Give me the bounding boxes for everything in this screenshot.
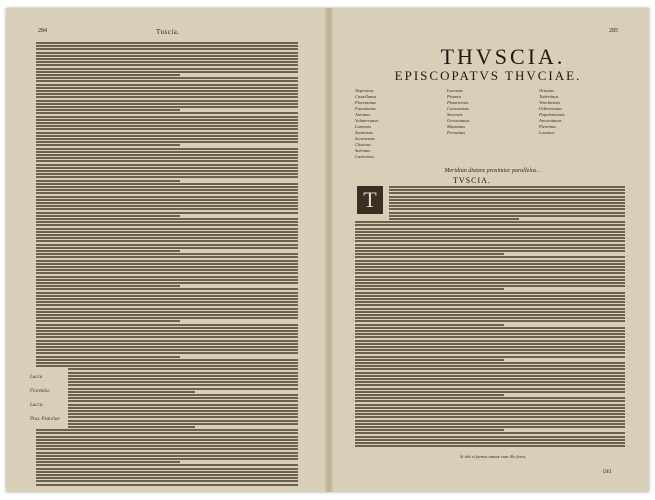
gutter-fold	[325, 8, 333, 492]
text-line	[36, 64, 298, 66]
text-line	[355, 416, 625, 418]
text-line	[36, 68, 298, 70]
margin-note: Lucca.	[30, 403, 44, 408]
text-line	[355, 304, 625, 306]
text-line	[355, 336, 625, 338]
text-line	[355, 240, 625, 242]
text-line	[36, 218, 298, 220]
text-line	[36, 224, 298, 226]
text-line	[36, 247, 298, 249]
text-line	[355, 250, 625, 252]
text-line	[355, 288, 504, 290]
text-line	[355, 394, 504, 396]
text-line	[355, 426, 625, 428]
diocese-name: Tudertinus	[539, 94, 559, 99]
text-line	[36, 429, 298, 431]
poem-verse: Si tibi si formis tantae cum ille ferat,	[460, 454, 526, 459]
text-line	[36, 208, 298, 210]
text-line	[355, 314, 625, 316]
text-line	[36, 301, 298, 303]
text-line	[36, 263, 298, 265]
text-line	[355, 362, 625, 364]
text-line	[36, 253, 298, 255]
text-line	[36, 295, 298, 297]
text-line	[355, 442, 625, 444]
text-line	[36, 333, 298, 335]
text-line	[36, 221, 298, 223]
text-line	[36, 279, 298, 281]
text-line	[355, 445, 625, 447]
text-line	[355, 292, 625, 294]
text-line	[355, 308, 625, 310]
text-line	[36, 244, 298, 246]
text-line	[355, 352, 625, 354]
text-line	[36, 48, 298, 50]
text-line	[355, 282, 625, 284]
text-line	[36, 455, 298, 457]
text-line	[36, 330, 298, 332]
text-line	[36, 157, 298, 159]
text-line	[36, 484, 298, 486]
text-line	[36, 304, 298, 306]
text-line	[68, 375, 298, 377]
text-line	[36, 285, 180, 287]
text-line	[68, 416, 298, 418]
text-line	[36, 445, 298, 447]
text-line	[36, 58, 298, 60]
diocese-name: Anconitanus	[539, 118, 562, 123]
text-line	[36, 199, 298, 201]
text-line	[355, 388, 625, 390]
text-line	[355, 340, 625, 342]
text-line	[68, 368, 298, 370]
diocese-name: Senensis	[447, 112, 463, 117]
text-line	[355, 400, 625, 402]
text-line	[355, 368, 625, 370]
text-line	[36, 308, 298, 310]
text-line	[68, 420, 298, 422]
text-line	[36, 61, 298, 63]
text-line	[355, 397, 625, 399]
text-line	[355, 391, 625, 393]
text-line	[36, 471, 298, 473]
text-line	[36, 448, 298, 450]
text-line	[355, 327, 625, 329]
text-line	[36, 276, 298, 278]
text-line	[36, 192, 298, 194]
text-line	[36, 132, 298, 134]
diocese-name: Aretinus	[355, 112, 371, 117]
text-line	[355, 333, 625, 335]
text-line	[355, 439, 625, 441]
text-line	[36, 112, 298, 114]
text-line	[355, 436, 625, 438]
text-line	[389, 192, 625, 194]
text-line	[36, 288, 298, 290]
text-line	[68, 381, 298, 383]
diocese-name: Viterbiensis	[539, 100, 561, 105]
text-line	[36, 180, 180, 182]
text-line	[36, 240, 298, 242]
text-line	[36, 298, 298, 300]
diocese-name: Pientinus	[539, 124, 556, 129]
diocese-name: Populoniensis	[539, 112, 565, 117]
text-line	[36, 103, 298, 105]
text-line	[36, 439, 298, 441]
text-line	[36, 167, 298, 169]
text-line	[36, 314, 298, 316]
text-line	[389, 218, 519, 220]
text-line	[36, 256, 298, 258]
text-line	[355, 285, 625, 287]
text-line	[36, 100, 298, 102]
text-line	[355, 256, 625, 258]
text-line	[36, 356, 180, 358]
text-line	[36, 196, 298, 198]
text-line	[36, 260, 298, 262]
diocese-name: Massanus	[447, 124, 466, 129]
text-line	[355, 343, 625, 345]
text-line	[36, 74, 180, 76]
text-line	[36, 128, 298, 130]
text-line	[355, 324, 504, 326]
text-line	[36, 189, 298, 191]
meridian-line: Meridian distans proximior parallelus…	[444, 168, 542, 174]
text-line	[36, 116, 298, 118]
text-line	[36, 215, 180, 217]
text-line	[355, 349, 625, 351]
text-line	[36, 458, 298, 460]
text-line	[36, 362, 298, 364]
text-line	[36, 109, 180, 111]
diocese-name: Castellanus	[355, 94, 377, 99]
text-line	[36, 359, 298, 361]
text-line	[389, 208, 625, 210]
text-line	[355, 221, 625, 223]
text-line	[36, 237, 298, 239]
text-line	[36, 343, 298, 345]
text-line	[68, 410, 298, 412]
diocese-name: Clusinus	[355, 142, 371, 147]
text-line	[36, 250, 180, 252]
text-line	[68, 404, 298, 406]
text-line	[355, 372, 625, 374]
text-line	[36, 477, 298, 479]
text-line	[36, 148, 298, 150]
text-line	[355, 260, 625, 262]
text-line	[355, 311, 625, 313]
text-line	[36, 87, 298, 89]
diocese-name: Faesulanus	[355, 106, 376, 111]
text-line	[389, 202, 625, 204]
diocese-column	[539, 88, 565, 136]
left-page	[6, 8, 325, 492]
text-line	[36, 122, 298, 124]
text-line	[36, 141, 298, 143]
text-line	[36, 464, 298, 466]
diocese-name: Perusinus	[447, 130, 465, 135]
text-line	[36, 135, 298, 137]
text-line	[355, 320, 625, 322]
text-line	[355, 231, 625, 233]
text-line	[389, 205, 625, 207]
text-line	[355, 266, 625, 268]
text-line	[355, 365, 625, 367]
text-line	[36, 340, 298, 342]
text-line	[355, 301, 625, 303]
text-line	[355, 269, 625, 271]
text-line	[36, 349, 298, 351]
text-line	[36, 164, 298, 166]
text-line	[355, 244, 625, 246]
text-line	[36, 266, 298, 268]
text-line	[355, 420, 625, 422]
text-line	[36, 324, 298, 326]
text-line	[36, 71, 298, 73]
right-page	[333, 8, 649, 492]
text-line	[36, 468, 298, 470]
text-line	[355, 228, 625, 230]
text-line	[68, 407, 298, 409]
text-line	[36, 138, 298, 140]
text-line	[36, 432, 298, 434]
diocese-name: Volaterranus	[355, 118, 379, 123]
drop-cap: T	[357, 186, 383, 214]
text-line	[36, 80, 298, 82]
text-line	[36, 327, 298, 329]
text-line	[36, 176, 298, 178]
text-line	[355, 237, 625, 239]
text-line	[36, 442, 298, 444]
text-line	[36, 84, 298, 86]
text-line	[355, 384, 625, 386]
text-line	[36, 144, 180, 146]
text-line	[355, 410, 625, 412]
text-line	[355, 432, 625, 434]
margin-note: Pisa. Pistoriae	[30, 417, 60, 422]
text-line	[36, 436, 298, 438]
diocese-name: Nepesinus	[355, 88, 374, 93]
text-line	[355, 404, 625, 406]
text-line	[68, 394, 298, 396]
diocese-name: Grossetanus	[447, 118, 470, 123]
text-line	[36, 352, 298, 354]
text-line	[355, 276, 625, 278]
text-line	[36, 173, 298, 175]
text-line	[36, 365, 298, 367]
text-line	[36, 346, 298, 348]
diocese-name: Pistoriensis	[447, 100, 469, 105]
text-line	[355, 279, 625, 281]
text-line	[68, 391, 195, 393]
text-line	[355, 224, 625, 226]
page-number: 284	[38, 28, 47, 34]
text-line	[36, 45, 298, 47]
text-line	[36, 212, 298, 214]
margin-note: Lucca	[30, 375, 43, 380]
page-number: 285	[609, 28, 618, 34]
text-line	[36, 183, 298, 185]
text-line	[355, 429, 504, 431]
text-line	[36, 93, 298, 95]
text-line	[36, 205, 298, 207]
text-line	[36, 231, 298, 233]
text-line	[36, 125, 298, 127]
text-line	[36, 170, 298, 172]
text-line	[68, 397, 298, 399]
text-line	[355, 413, 625, 415]
text-line	[36, 282, 298, 284]
text-line	[68, 400, 298, 402]
text-line	[36, 474, 298, 476]
text-line	[68, 372, 298, 374]
subtitle: EPISCOPATVS THVCIAE.	[394, 68, 582, 83]
text-line	[36, 234, 298, 236]
text-line	[355, 356, 625, 358]
text-line	[36, 42, 298, 44]
text-line	[36, 272, 298, 274]
text-line	[36, 452, 298, 454]
text-line	[68, 388, 298, 390]
text-line	[36, 292, 298, 294]
text-line	[355, 330, 625, 332]
diocese-column	[447, 88, 469, 136]
text-line	[355, 295, 625, 297]
text-line	[389, 186, 625, 188]
text-line	[36, 119, 298, 121]
text-line	[36, 461, 180, 463]
text-line	[36, 90, 298, 92]
diocese-name: Florentinus	[355, 100, 376, 105]
diocese-name: Lunensis	[355, 124, 372, 129]
text-line	[36, 336, 298, 338]
text-line	[355, 378, 625, 380]
text-line	[389, 215, 625, 217]
diocese-name: Sutrinus	[355, 148, 371, 153]
text-line	[36, 96, 298, 98]
text-line	[36, 202, 298, 204]
text-line	[36, 311, 298, 313]
text-line	[36, 151, 298, 153]
text-line	[68, 413, 298, 415]
text-line	[36, 228, 298, 230]
text-line	[355, 253, 504, 255]
text-line	[355, 381, 625, 383]
text-line	[389, 189, 625, 191]
text-line	[355, 317, 625, 319]
text-line	[355, 272, 625, 274]
text-line	[355, 423, 625, 425]
diocese-name: Soranensis	[355, 136, 375, 141]
section-heading: TVSCIA.	[453, 176, 491, 185]
catchword: DEI	[603, 470, 612, 475]
diocese-name: Suanensis	[355, 130, 373, 135]
text-line	[68, 423, 298, 425]
text-line	[355, 375, 625, 377]
text-line	[68, 426, 195, 428]
text-line	[68, 378, 298, 380]
text-line	[355, 359, 504, 361]
text-line	[355, 247, 625, 249]
diocese-name: Ortanus	[539, 88, 554, 93]
text-line	[36, 160, 298, 162]
text-line	[68, 384, 298, 386]
text-line	[36, 52, 298, 54]
text-line	[36, 106, 298, 108]
text-line	[355, 234, 625, 236]
text-line	[36, 269, 298, 271]
diocese-name: Lucensis	[447, 88, 463, 93]
text-line	[355, 298, 625, 300]
diocese-name: Urbevetanus	[539, 106, 562, 111]
text-line	[36, 154, 298, 156]
book-spread	[6, 8, 649, 492]
main-title: THVSCIA.	[440, 44, 566, 69]
diocese-name: Castrensis	[355, 154, 374, 159]
text-line	[355, 407, 625, 409]
text-line	[389, 212, 625, 214]
running-head: Tuscia.	[156, 28, 180, 36]
diocese-name: Pisanus	[447, 94, 462, 99]
text-line	[36, 77, 298, 79]
text-line	[36, 186, 298, 188]
text-line	[36, 320, 180, 322]
text-line	[389, 199, 625, 201]
text-line	[355, 346, 625, 348]
text-line	[36, 55, 298, 57]
text-line	[389, 196, 625, 198]
diocese-name: Lucanus	[539, 130, 555, 135]
margin-note: Florentia.	[30, 389, 50, 394]
text-line	[355, 263, 625, 265]
text-line	[36, 480, 298, 482]
diocese-name: Cortonensis	[447, 106, 469, 111]
text-line	[36, 317, 298, 319]
diocese-column	[355, 88, 378, 160]
